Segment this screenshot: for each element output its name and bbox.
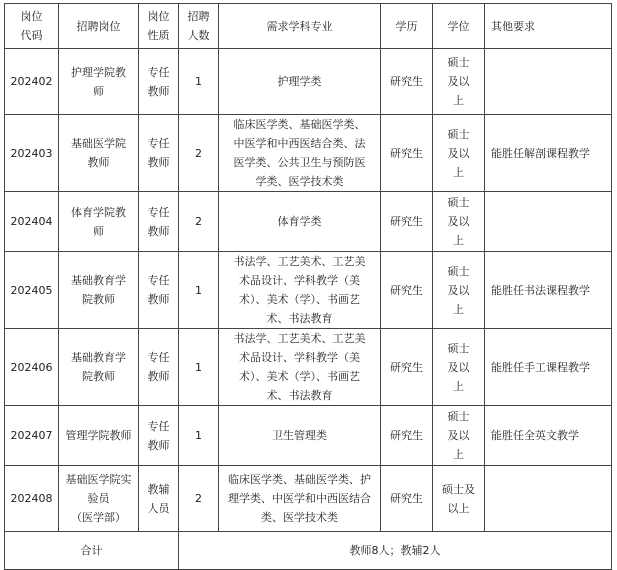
cell-degree: 硕士及 以上 (433, 466, 485, 532)
cell-code: 202405 (5, 252, 59, 329)
cell-code: 202404 (5, 192, 59, 252)
cell-degree: 硕士 及以 上 (433, 406, 485, 466)
cell-other: 能胜任解剖课程教学 (485, 115, 612, 192)
cell-education: 研究生 (381, 406, 433, 466)
header-major: 需求学科专业 (219, 4, 381, 49)
cell-other: 能胜任全英文教学 (485, 406, 612, 466)
cell-code: 202407 (5, 406, 59, 466)
cell-education: 研究生 (381, 192, 433, 252)
cell-education: 研究生 (381, 49, 433, 115)
header-position: 招聘岗位 (59, 4, 139, 49)
cell-nature: 教辅 人员 (139, 466, 179, 532)
cell-position: 基础医学院实 验员 （医学部） (59, 466, 139, 532)
cell-major: 体育学类 (219, 192, 381, 252)
cell-nature: 专任 教师 (139, 329, 179, 406)
cell-major: 书法学、工艺美术、工艺美 术品设计、学科教学（美 术）、美术（学）、书画艺 术、书法教育 (219, 252, 381, 329)
cell-code: 202402 (5, 49, 59, 115)
cell-nature: 专任 教师 (139, 406, 179, 466)
cell-major: 临床医学类、基础医学类、护 理学类、中医学和中西医结合 类、医学技术类 (219, 466, 381, 532)
cell-count: 2 (179, 115, 219, 192)
cell-position: 基础医学院 教师 (59, 115, 139, 192)
cell-count: 1 (179, 252, 219, 329)
header-other: 其他要求 (485, 4, 612, 49)
cell-education: 研究生 (381, 115, 433, 192)
cell-nature: 专任 教师 (139, 49, 179, 115)
cell-count: 1 (179, 49, 219, 115)
cell-count: 1 (179, 406, 219, 466)
header-degree: 学位 (433, 4, 485, 49)
table-row (5, 115, 612, 192)
cell-degree: 硕士 及以 上 (433, 49, 485, 115)
cell-position: 管理学院教师 (59, 406, 139, 466)
cell-other (485, 192, 612, 252)
cell-position: 体育学院教 师 (59, 192, 139, 252)
cell-code: 202408 (5, 466, 59, 532)
cell-other: 能胜任手工课程教学 (485, 329, 612, 406)
table-row (5, 406, 612, 466)
total-row (5, 532, 612, 570)
cell-major: 临床医学类、基础医学类、 中医学和中西医结合类、法 医学类、公共卫生与预防医 学类、医学技术类 (219, 115, 381, 192)
cell-major: 护理学类 (219, 49, 381, 115)
cell-major: 卫生管理类 (219, 406, 381, 466)
table-row (5, 466, 612, 532)
cell-degree: 硕士 及以 上 (433, 329, 485, 406)
cell-position: 基础教育学 院教师 (59, 252, 139, 329)
cell-other (485, 49, 612, 115)
total-label: 合计 (5, 532, 179, 570)
header-row (5, 4, 612, 49)
recruitment-table (4, 3, 612, 570)
cell-education: 研究生 (381, 252, 433, 329)
cell-position: 基础教育学 院教师 (59, 329, 139, 406)
cell-degree: 硕士 及以 上 (433, 252, 485, 329)
table-row (5, 49, 612, 115)
header-nature: 岗位 性质 (139, 4, 179, 49)
header-count: 招聘 人数 (179, 4, 219, 49)
total-value: 教师8人；教辅2人 (179, 532, 612, 570)
header-education: 学历 (381, 4, 433, 49)
cell-count: 1 (179, 329, 219, 406)
cell-position: 护理学院教 师 (59, 49, 139, 115)
table-row (5, 252, 612, 329)
cell-education: 研究生 (381, 329, 433, 406)
cell-major: 书法学、工艺美术、工艺美 术品设计、学科教学（美 术）、美术（学）、书画艺 术、书法教育 (219, 329, 381, 406)
cell-nature: 专任 教师 (139, 192, 179, 252)
cell-code: 202403 (5, 115, 59, 192)
cell-nature: 专任 教师 (139, 115, 179, 192)
cell-other (485, 466, 612, 532)
cell-count: 2 (179, 466, 219, 532)
cell-nature: 专任 教师 (139, 252, 179, 329)
header-code: 岗位 代码 (5, 4, 59, 49)
cell-education: 研究生 (381, 466, 433, 532)
cell-degree: 硕士 及以 上 (433, 115, 485, 192)
cell-count: 2 (179, 192, 219, 252)
cell-other: 能胜任书法课程教学 (485, 252, 612, 329)
table-row (5, 192, 612, 252)
table-row (5, 329, 612, 406)
cell-degree: 硕士 及以 上 (433, 192, 485, 252)
cell-code: 202406 (5, 329, 59, 406)
